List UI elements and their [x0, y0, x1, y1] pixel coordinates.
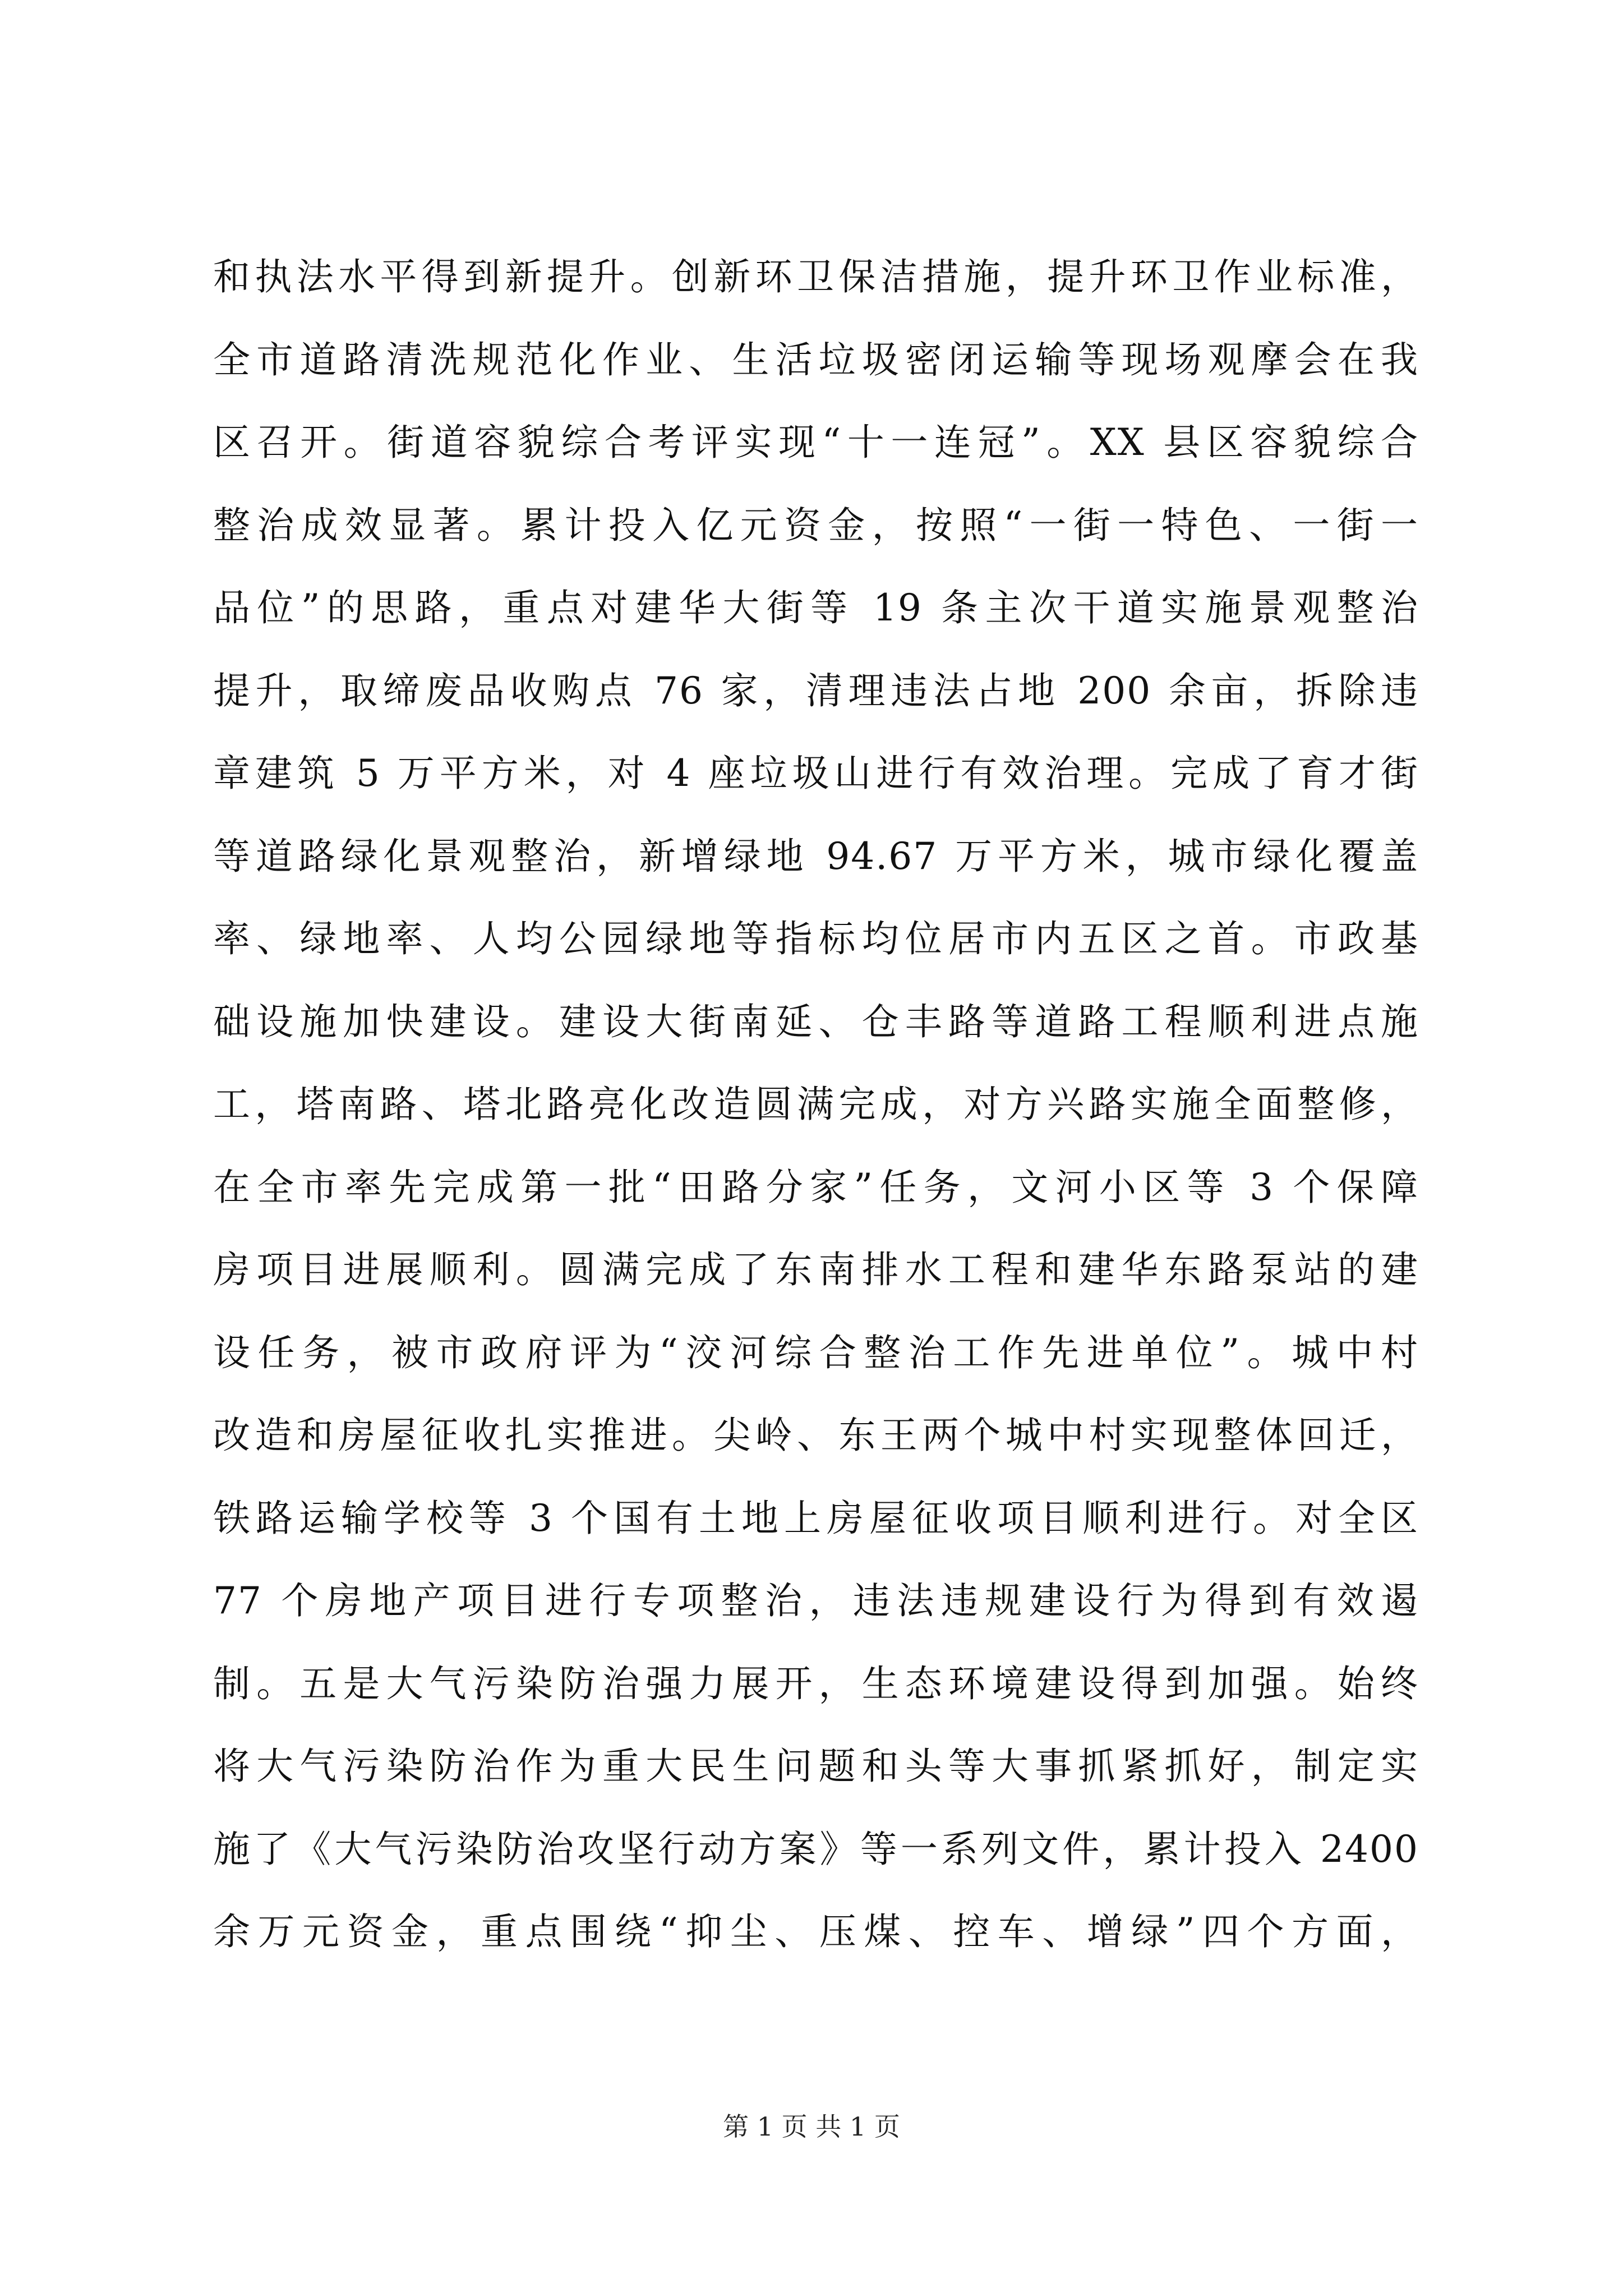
text-line: 在全市率先完成第一批“田路分家”任务，文河小区等 3 个保障	[213, 1165, 1419, 1209]
text-line: 改造和房屋征收扎实推进。尖岭、东王两个城中村实现整体回迁，	[213, 1414, 1419, 1457]
text-line: 铁路运输学校等 3 个国有土地上房屋征收项目顺利进行。对全区	[213, 1496, 1419, 1540]
text-line: 章建筑 5 万平方米，对 4 座垃圾山进行有效治理。完成了育才街	[213, 752, 1419, 795]
text-line: 77 个房地产项目进行专项整治，违法违规建设行为得到有效遏	[213, 1579, 1419, 1622]
text-line: 础设施加快建设。建设大街南延、仓丰路等道路工程顺利进点施	[213, 1000, 1419, 1043]
body-text	[213, 236, 1419, 1973]
text-line: 施了《大气污染防治攻坚行动方案》等一系列文件，累计投入 2400	[213, 1827, 1419, 1871]
text-line: 整治成效显著。累计投入亿元资金，按照“一街一特色、一街一	[213, 503, 1419, 547]
text-line: 率、绿地率、人均公园绿地等指标均位居市内五区之首。市政基	[213, 917, 1419, 960]
page-number-label: 第 1 页 共 1 页	[723, 2111, 900, 2142]
text-line: 工，塔南路、塔北路亮化改造圆满完成，对方兴路实施全面整修，	[213, 1083, 1419, 1126]
text-line: 制。五是大气污染防治强力展开，生态环境建设得到加强。始终	[213, 1662, 1419, 1705]
text-line: 等道路绿化景观整治，新增绿地 94.67 万平方米，城市绿化覆盖	[213, 834, 1419, 878]
text-line: 和执法水平得到新提升。创新环卫保洁措施，提升环卫作业标准，	[213, 255, 1419, 298]
text-line: 品位”的思路，重点对建华大街等 19 条主次干道实施景观整治	[213, 586, 1419, 629]
text-line: 余万元资金，重点围绕“抑尘、压煤、控车、增绿”四个方面，	[213, 1910, 1419, 1953]
text-line: 将大气污染防治作为重大民生问题和头等大事抓紧抓好，制定实	[213, 1745, 1419, 1788]
page-footer	[0, 2106, 1623, 2143]
text-line: 房项目进展顺利。圆满完成了东南排水工程和建华东路泵站的建	[213, 1248, 1419, 1291]
text-line: 区召开。街道容貌综合考评实现“十一连冠”。XX 县区容貌综合	[213, 421, 1419, 464]
text-line: 提升，取缔废品收购点 76 家，清理违法占地 200 余亩，拆除违	[213, 669, 1419, 712]
text-line: 设任务，被市政府评为“洨河综合整治工作先进单位”。城中村	[213, 1331, 1419, 1374]
text-line: 全市道路清洗规范化作业、生活垃圾密闭运输等现场观摩会在我	[213, 338, 1419, 381]
